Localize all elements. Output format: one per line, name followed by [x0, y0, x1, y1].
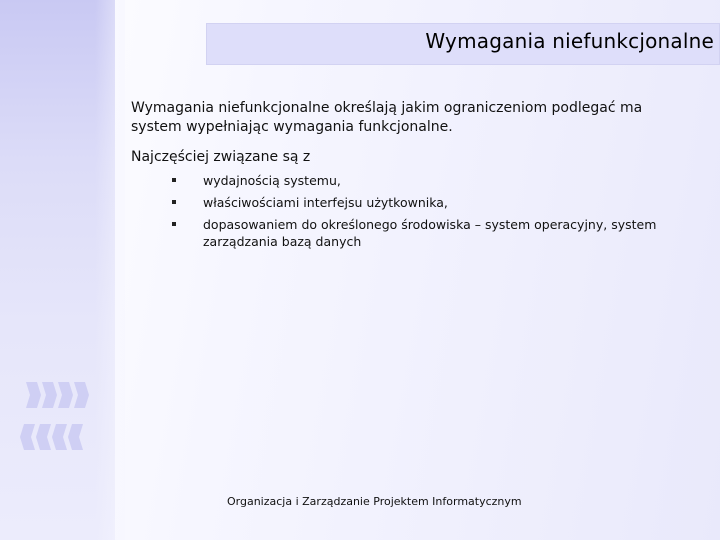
list-item: [172, 194, 692, 211]
lead-paragraph: Najczęściej związane są z: [131, 149, 311, 165]
title-bar: [206, 23, 720, 65]
chevrons-decoration-icon: [20, 382, 94, 450]
list-item-text: wydajnością systemu,: [203, 173, 341, 188]
list-item-text: dopasowaniem do określonego środowiska – system operacyjny, system zarządzania bazą danych: [203, 217, 657, 249]
left-band-fade: [95, 0, 125, 540]
intro-paragraph: Wymagania niefunkcjonalne określają jakim ograniczeniom podlegać ma system wypełniając wymagania funkcjonalne.: [131, 100, 643, 135]
slide-title: Wymagania niefunkcjonalne: [425, 29, 714, 53]
list-item: [172, 216, 692, 250]
square-bullet-icon: [172, 200, 176, 204]
square-bullet-icon: [172, 178, 176, 182]
footer-text: Organizacja i Zarządzanie Projektem Informatycznym: [227, 495, 522, 508]
requirements-list: [172, 172, 692, 255]
list-item-text: właściwościami interfejsu użytkownika,: [203, 195, 448, 210]
list-item: [172, 172, 692, 189]
square-bullet-icon: [172, 222, 176, 226]
